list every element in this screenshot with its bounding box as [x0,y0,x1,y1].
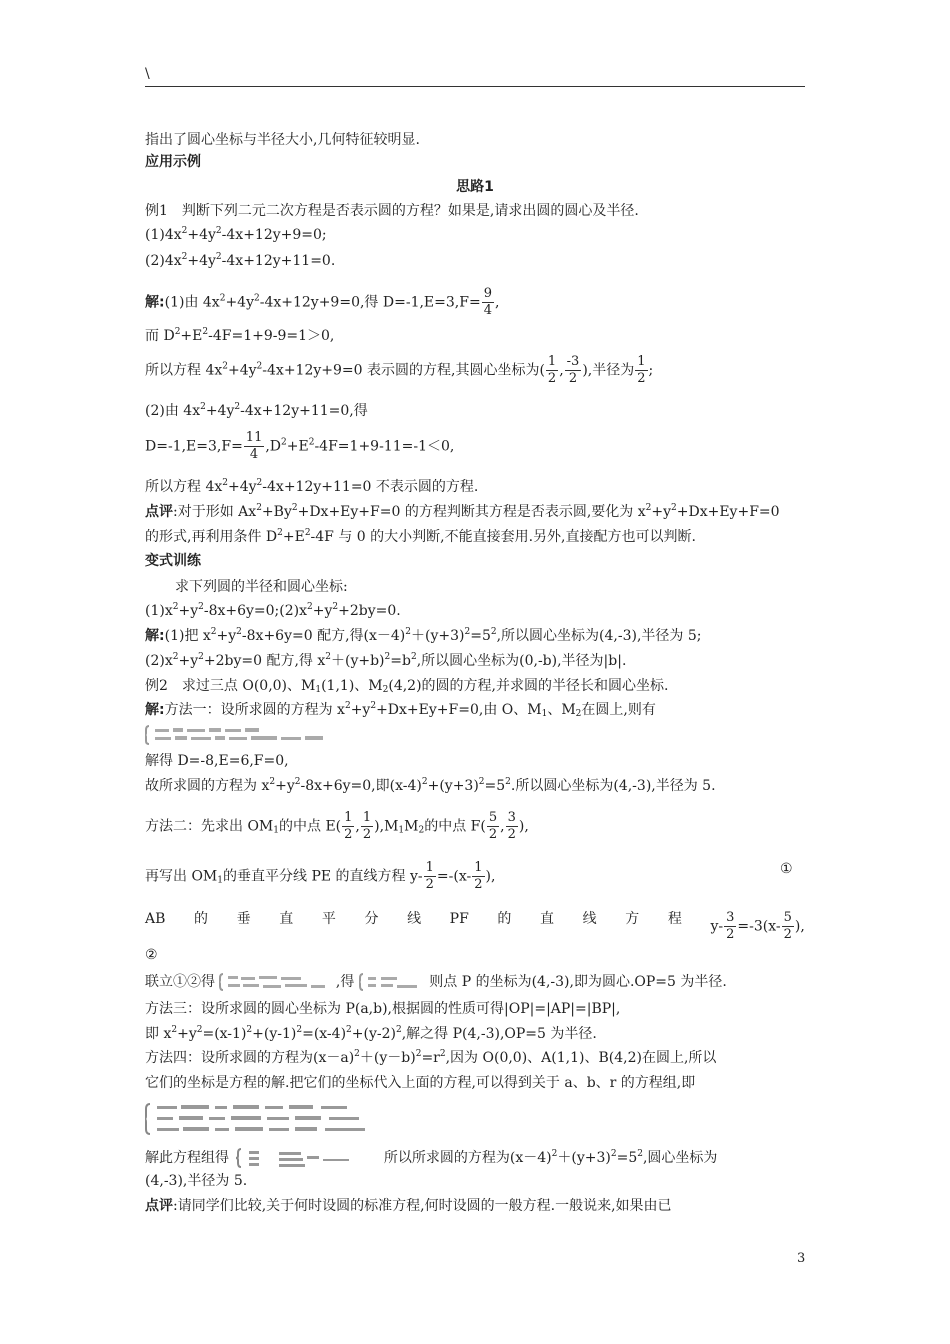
equation-system-image [145,724,365,746]
section-heading: 变式训练 [145,553,201,569]
equation-system-image [219,972,331,992]
equation-system-image [145,1102,425,1136]
text-line: 即 $x^2+y^2=(x-1)^2+(y-1)^2=(x-4)^2+(y-2)^2$,解之得 P(4,-3),OP=5 为半径. [145,1025,597,1042]
text-line: 所以方程 $4x^2+4y^2-4x+12y+9=0$ 表示圆的方程,其圆心坐标为( $\frac{1}{2}$ , $\frac{-3}{2}$ ),半径为 $\frac{1}{2}$ ; [145,354,654,386]
fraction: $\frac{9}{4}$ [483,286,492,318]
text-line: 方法二：先求出 $OM_1$的中点 E( $\frac{1}{2}$ , $\frac{1}{2}$ )$,M_1M_2$的中点 F( $\frac{5}{2}$ , $\frac{3}{2}$ ), [145,810,529,842]
text-line: 解此方程组得 所以所求圆的方程为$(x-4)^2+(y+3)^2=5^2$,圆心坐标为 [145,1147,717,1169]
text-line: 求下列圆的半径和圆心坐标: [175,579,348,595]
equation-number: ① [780,861,793,877]
text-line: 联立①②得 ,得 则点 P 的坐标为(4,-3),即为圆心.OP=5 为半径. [145,974,727,990]
text-line: 方法三：设所求圆的圆心坐标为 P(a,b),根据圆的性质可得|OP|=|AP|=|BP|, [145,1001,621,1017]
text-line: $(2)x^2+y^2+2by=0$ 配方,得 $x^2+(y+b)^2=b^2$,所以圆心坐标为(0,-b),半径为|b|. [145,652,627,669]
comment: 点评:请同学们比较,关于何时设圆的标准方程,何时设圆的一般方程.一般说来,如果由已 [145,1198,672,1214]
section-subheading: 思路1 [456,179,494,195]
text-line: 解:方法一：设所求圆的方程为 $x^2+y^2+Dx+Ey+F=0$,由 O、$M_1$、$M_2$在圆上,则有 [145,701,656,719]
example-1-title: 例1 判断下列二元二次方程是否表示圆的方程？如果是,请求出圆的圆心及半径. [145,203,639,219]
text-line: (2)由 $4x^2+4y^2-4x+12y+11=0$,得 [145,402,368,419]
text-line: 故所求圆的方程为 $x^2+y^2-8x+6y=0$,即$(x-4)^2+(y+3)^2=5^2$.所以圆心坐标为(4,-3),半径为 5. [145,777,716,794]
header-rule [145,86,805,87]
page-number: 3 [797,1251,806,1266]
example-2-title: 例2 求过三点 O(0,0)、$M_1(1,1)$、$M_2(4,2)$的圆的方程,并求圆的半径长和圆心坐标. [145,678,669,695]
section-heading: 应用示例 [145,154,201,170]
text-line: 方法四：设所求圆的方程为$(x-a)^2+(y-b)^2=r^2$,因为 O(0,0)、A(1,1)、B(4,2)在圆上,所以 [145,1049,717,1066]
text-line: 的形式,再利用条件 $D^2+E^2-4F$ 与 0 的大小判断,不能直接套用.另外,直接配方也可以判断. [145,528,696,545]
equation-system-image [359,972,425,992]
text-line: 解得 D=-8,E=6,F=0, [145,753,289,769]
text-line: 解:(1)把 $x^2+y^2-8x+6y=0$ 配方,得$(x-4)^2+(y+3)^2=5^2$,所以圆心坐标为(4,-3),半径为 5; [145,627,702,644]
text-line: 它们的坐标是方程的解.把它们的坐标代入上面的方程,可以得到关于 a、b、r 的方程组,即 [145,1075,696,1091]
text-line: (4,-3),半径为 5. [145,1173,248,1189]
comment: 点评:对于形如 $Ax^2+By^2+Dx+Ey+F=0$ 的方程判断其方程是否表示圆,要化为 $x^2+y^2+Dx+Ey+F=0$ [145,503,780,520]
text-line: $(2)4x^2+4y^2-4x+12y+11=0$. [145,252,336,269]
text-line: 而 $D^2+E^2-4F=1+9-9=1>0$, [145,327,335,344]
text-line: $(1)4x^2+4y^2-4x+12y+9=0$; [145,226,327,243]
text-line-justified: AB 的 垂 直 平 分 线 PF 的 直 线 方 程 y- $\frac{3}{2}$ =-3(x- $\frac{5}{2}$ ), [145,910,805,942]
text-line: 再写出 $OM_1$的垂直平分线 PE 的直线方程 y- $\frac{1}{2}$ =-(x- $\frac{1}{2}$ ), [145,860,496,892]
text-line: 解:(1)由 $4x^2+4y^2-4x+12y+9=0$,得 D=-1,E=3,F= $\frac{9}{4}$ , [145,286,500,318]
text-line: D=-1,E=3,F= $\frac{11}{4}$ $,D^2+E^2-4F=1+9-11=-1<0$, [145,430,455,462]
header-mark: \ [145,66,150,82]
text-line: 所以方程 $4x^2+4y^2-4x+12y+11=0$ 不表示圆的方程. [145,478,479,495]
equation-system-image [233,1147,379,1169]
equation-number: ② [145,947,158,963]
text-line: 指出了圆心坐标与半径大小,几何特征较明显. [145,132,420,148]
text-line: $(1)x^2+y^2-8x+6y=0;(2)x^2+y^2+2by=0$. [145,602,401,619]
